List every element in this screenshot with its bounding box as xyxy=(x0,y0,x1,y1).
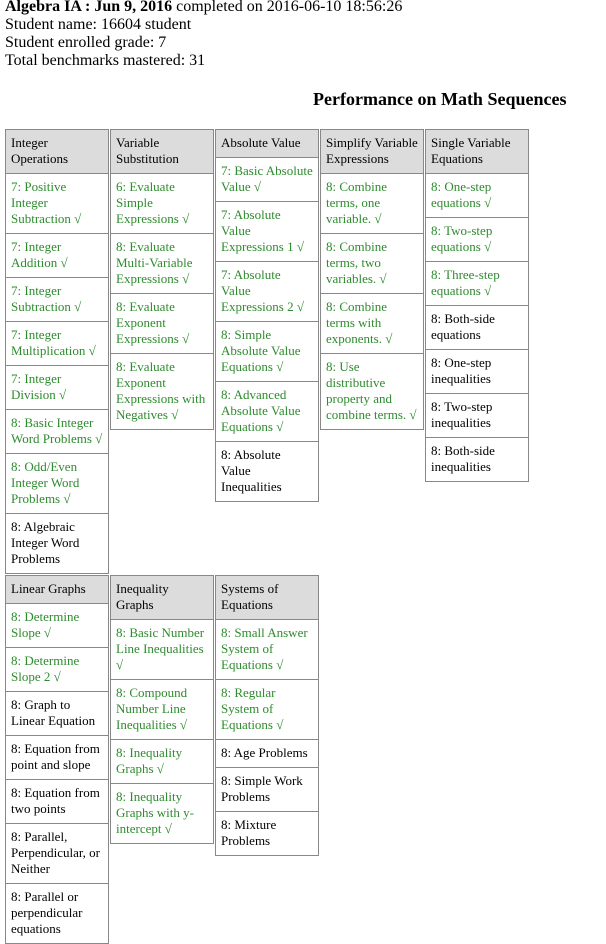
benchmark-mastered: 7: Integer Subtraction √ xyxy=(5,278,109,322)
sequence-heading: Linear Graphs xyxy=(5,575,109,604)
benchmark-mastered: 6: Evaluate Simple Expressions √ xyxy=(110,174,214,234)
sequence-heading: Variable Substitution xyxy=(110,129,214,174)
benchmark-mastered: 8: Determine Slope √ xyxy=(5,604,109,648)
benchmark-mastered: 8: Evaluate Multi-Variable Expressions √ xyxy=(110,234,214,294)
sequence-column-integer-operations xyxy=(5,129,109,574)
benchmark-mastered: 8: Compound Number Line Inequalities √ xyxy=(110,680,214,740)
benchmark-mastered: 8: Basic Integer Word Problems √ xyxy=(5,410,109,454)
benchmark-mastered: 8: Evaluate Exponent Expressions √ xyxy=(110,294,214,354)
benchmark-pending: 8: Equation from point and slope xyxy=(5,736,109,780)
sequence-heading: Integer Operations xyxy=(5,129,109,174)
benchmark-mastered: 8: Combine terms, one variable. √ xyxy=(320,174,424,234)
report-header xyxy=(5,0,402,70)
student-grade: Student enrolled grade: 7 xyxy=(5,34,167,51)
benchmark-mastered: 8: Regular System of Equations √ xyxy=(215,680,319,740)
benchmark-mastered: 8: Use distributive property and combine terms. √ xyxy=(320,354,424,430)
benchmark-pending: 8: Parallel, Perpendicular, or Neither xyxy=(5,824,109,884)
completed-text: completed on 2016-06-10 18:56:26 xyxy=(176,0,403,15)
benchmark-mastered: 8: Inequality Graphs with y-intercept √ xyxy=(110,784,214,844)
sequence-heading: Inequality Graphs xyxy=(110,575,214,620)
benchmark-mastered: 8: Evaluate Exponent Expressions with Negatives √ xyxy=(110,354,214,430)
page-title: Performance on Math Sequences xyxy=(313,89,567,109)
benchmark-pending: 8: Equation from two points xyxy=(5,780,109,824)
sequence-column-variable-substitution xyxy=(110,129,214,430)
benchmark-mastered: 8: Basic Number Line Inequalities √ xyxy=(110,620,214,680)
benchmark-mastered: 8: Advanced Absolute Value Equations √ xyxy=(215,382,319,442)
course-date: Jun 9, 2016 xyxy=(94,0,173,15)
benchmark-mastered: 8: Combine terms with exponents. √ xyxy=(320,294,424,354)
benchmark-mastered: 8: Combine terms, two variables. √ xyxy=(320,234,424,294)
benchmark-pending: 8: Simple Work Problems xyxy=(215,768,319,812)
sequence-column-simplify-variable-expressions xyxy=(320,129,424,430)
benchmark-mastered: 8: Inequality Graphs √ xyxy=(110,740,214,784)
sequence-heading: Single Variable Equations xyxy=(425,129,529,174)
benchmark-mastered: 8: One-step equations √ xyxy=(425,174,529,218)
benchmark-mastered: 8: Simple Absolute Value Equations √ xyxy=(215,322,319,382)
benchmark-pending: 8: Two-step inequalities xyxy=(425,394,529,438)
student-name: Student name: 16604 student xyxy=(5,16,192,33)
benchmark-mastered: 8: Three-step equations √ xyxy=(425,262,529,306)
benchmark-mastered: 8: Odd/Even Integer Word Problems √ xyxy=(5,454,109,514)
benchmark-pending: 8: Parallel or perpendicular equations xyxy=(5,884,109,944)
sequence-column-inequality-graphs xyxy=(110,575,214,844)
course-name: Algebra IA xyxy=(5,0,81,15)
sequence-column-absolute-value xyxy=(215,129,319,502)
benchmark-pending: 8: Both-side inequalities xyxy=(425,438,529,482)
benchmarks-mastered: Total benchmarks mastered: 31 xyxy=(5,52,206,69)
sequence-heading: Absolute Value xyxy=(215,129,319,158)
sequence-heading: Simplify Variable Expressions xyxy=(320,129,424,174)
benchmark-mastered: 7: Absolute Value Expressions 2 √ xyxy=(215,262,319,322)
benchmark-pending: 8: Absolute Value Inequalities xyxy=(215,442,319,502)
benchmark-pending: 8: Graph to Linear Equation xyxy=(5,692,109,736)
benchmark-pending: 8: Age Problems xyxy=(215,740,319,768)
sequence-column-linear-graphs xyxy=(5,575,109,944)
benchmark-mastered: 7: Absolute Value Expressions 1 √ xyxy=(215,202,319,262)
benchmark-pending: 8: Mixture Problems xyxy=(215,812,319,856)
sequence-column-single-variable-equations xyxy=(425,129,529,482)
benchmark-mastered: 7: Basic Absolute Value √ xyxy=(215,158,319,202)
benchmark-mastered: 8: Small Answer System of Equations √ xyxy=(215,620,319,680)
course-line: Algebra IA : Jun 9, 2016 completed on 2016-06-10 18:56:26 xyxy=(5,0,403,15)
benchmark-pending: 8: Algebraic Integer Word Problems xyxy=(5,514,109,574)
sequence-heading: Systems of Equations xyxy=(215,575,319,620)
benchmark-mastered: 7: Integer Division √ xyxy=(5,366,109,410)
benchmark-pending: 8: Both-side equations xyxy=(425,306,529,350)
benchmark-mastered: 8: Determine Slope 2 √ xyxy=(5,648,109,692)
benchmark-mastered: 7: Integer Addition √ xyxy=(5,234,109,278)
benchmark-pending: 8: One-step inequalities xyxy=(425,350,529,394)
benchmark-mastered: 7: Positive Integer Subtraction √ xyxy=(5,174,109,234)
benchmark-mastered: 7: Integer Multiplication √ xyxy=(5,322,109,366)
sequence-column-systems-of-equations xyxy=(215,575,319,856)
benchmark-mastered: 8: Two-step equations √ xyxy=(425,218,529,262)
